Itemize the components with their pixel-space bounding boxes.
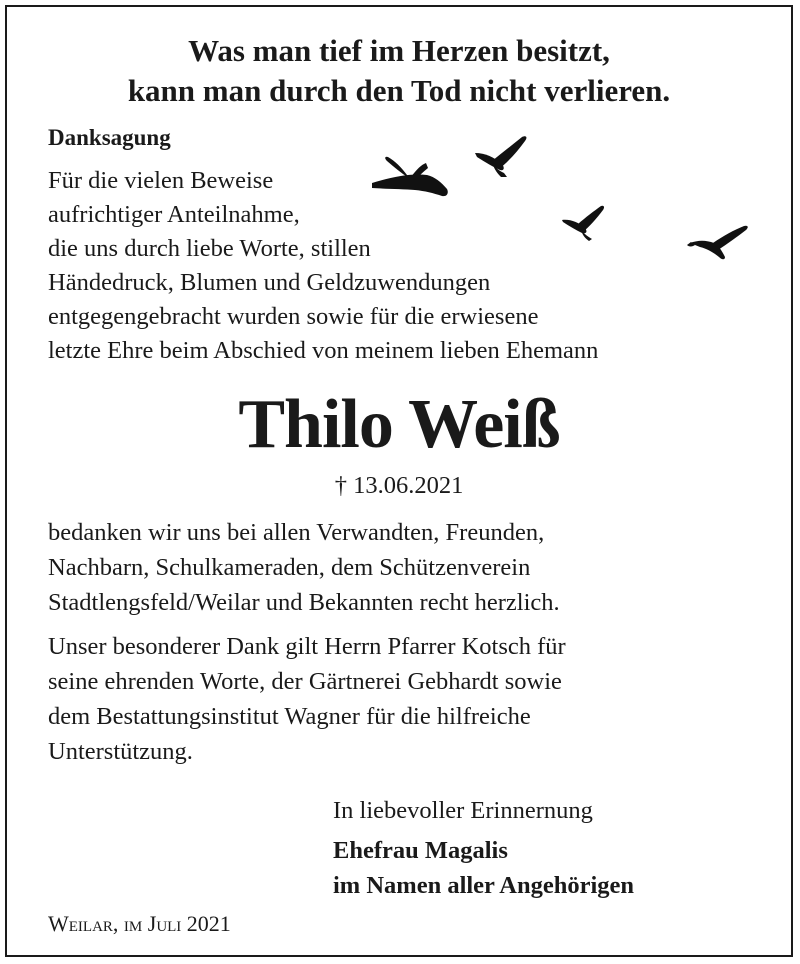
flying-goose-icon [372,157,448,196]
signer-line: im Namen aller Angehörigen [333,872,635,899]
thanks-paragraph [48,515,778,620]
intro-line: Händedruck, Blumen und Geldzuwendungen [48,269,491,296]
death-date: † 13.06.2021 [334,472,464,499]
deceased-name: Thilo Weiß [238,386,560,463]
flying-goose-icon [562,206,604,241]
intro-line: Für die vielen Beweise [48,167,274,194]
paragraph-line: Unser besonderer Dank gilt Herrn Pfarrer Kotsch für [48,633,566,660]
paragraph-line: Unterstützung. [48,738,193,765]
motto-line: kann man durch den Tod nicht verlieren. [127,73,671,108]
intro-line: aufrichtiger Anteilnahme, [48,201,300,228]
paragraph-line: dem Bestattungsinstitut Wagner für die hilfreiche [48,703,531,730]
obituary-notice [5,5,793,957]
motto-line: Was man tief im Herzen besitzt, [188,33,610,68]
intro-line: letzte Ehre beim Abschied von meinem lieben Ehemann [48,337,599,364]
flying-goose-icon [475,136,526,177]
signer-line: Ehefrau Magalis [333,837,508,864]
flying-birds-illustration [7,7,791,307]
paragraph-line: Stadtlengsfeld/Weilar und Bekannten recht herzlich. [48,589,560,616]
paragraph-line: bedanken wir uns bei allen Verwandten, Freunden, [48,519,545,546]
heading-danksagung: Danksagung [48,125,171,150]
intro-line: entgegengebracht wurden sowie für die erwiesene [48,303,539,330]
paragraph-line: Nachbarn, Schulkameraden, dem Schützenverein [48,554,531,581]
place-and-date: Weilar, im Juli 2021 [48,911,231,936]
closing-phrase: In liebevoller Erinnernung [333,797,593,824]
paragraph-line: seine ehrenden Worte, der Gärtnerei Gebhardt sowie [48,668,562,695]
special-thanks-paragraph [48,629,778,769]
flying-goose-icon [687,226,748,260]
intro-line: die uns durch liebe Worte, stillen [48,235,371,262]
signers [333,833,634,903]
